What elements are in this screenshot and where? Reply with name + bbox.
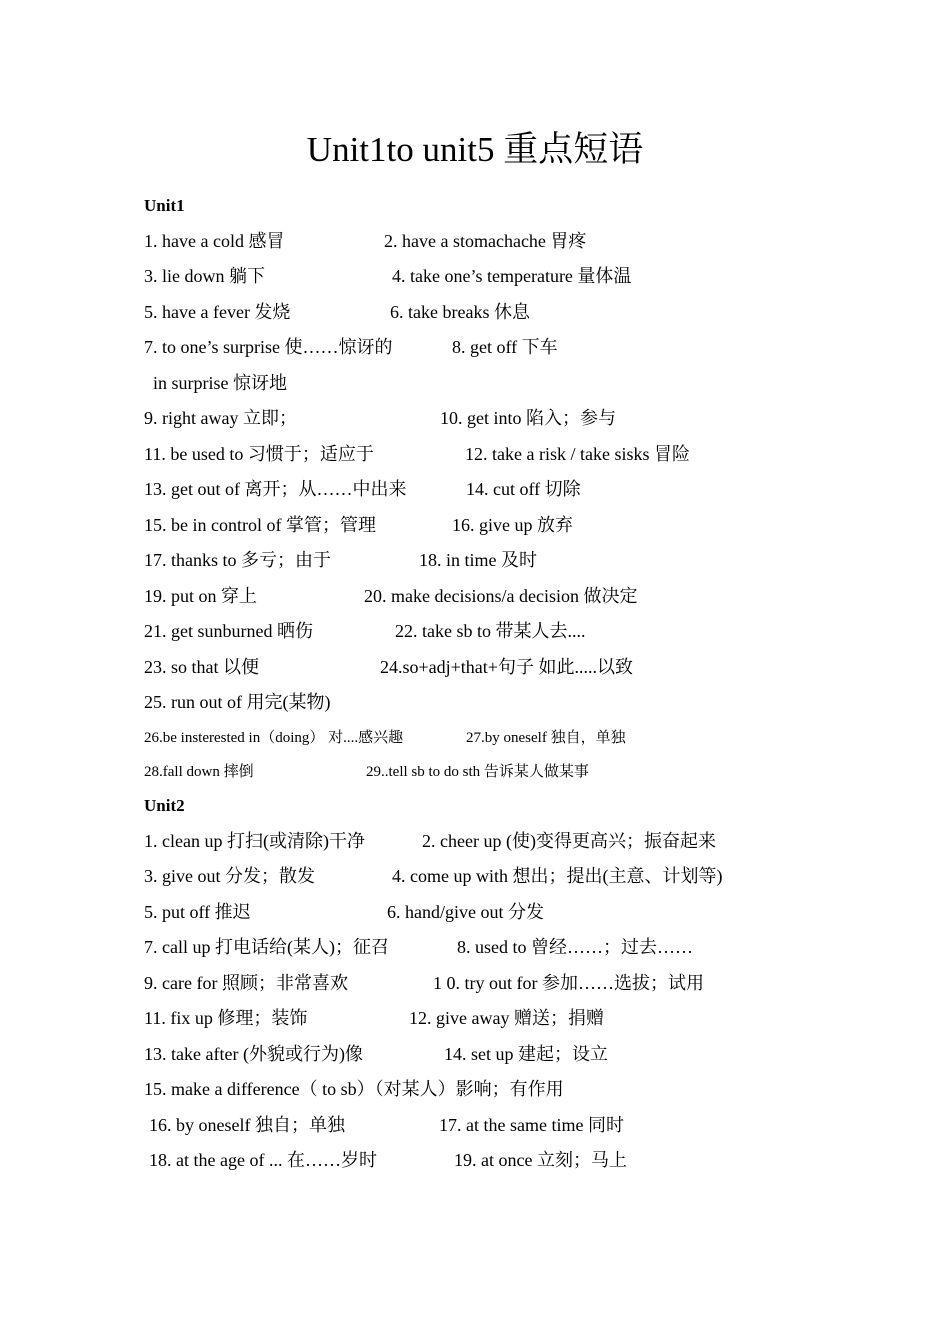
phrase: 18. at the age of ... 在……岁时	[149, 1150, 377, 1170]
phrase: 14. cut off 切除	[466, 479, 581, 499]
phrase: 13. take after (外貌或行为)像	[144, 1044, 363, 1064]
phrase: 6. hand/give out 分发	[387, 902, 544, 922]
unit2-row	[144, 970, 950, 996]
phrase: 10. get into 陷入；参与	[440, 408, 616, 428]
phrase: 4. take one’s temperature 量体温	[392, 266, 632, 286]
unit1-row	[144, 512, 950, 538]
unit1-row	[144, 759, 950, 785]
unit1-row	[144, 263, 950, 289]
phrase: 9. right away 立即；	[144, 408, 297, 428]
phrase: 26.be insterested in（doing） 对....感兴趣	[144, 730, 404, 746]
phrase: 28.fall down 摔倒	[144, 764, 254, 780]
phrase: 4. come up with 想出；提出(主意、计划等)	[392, 866, 723, 886]
unit2-row	[144, 934, 950, 960]
unit1-row	[144, 583, 950, 609]
unit2-row	[144, 1147, 950, 1173]
phrase: 16. give up 放弃	[452, 515, 573, 535]
phrase: in surprise 惊讶地	[153, 373, 287, 393]
unit1-row	[144, 654, 950, 680]
phrase: 20. make decisions/a decision 做决定	[364, 586, 638, 606]
unit1-heading: Unit1	[144, 196, 185, 215]
unit2-row	[144, 1076, 950, 1102]
phrase: 3. give out 分发；散发	[144, 866, 315, 886]
unit1-row	[144, 689, 950, 715]
unit2-row	[144, 1041, 950, 1067]
unit2-row	[144, 1005, 950, 1031]
unit2-row	[144, 828, 950, 854]
phrase: 6. take breaks 休息	[390, 302, 530, 322]
phrase: 1. have a cold 感冒	[144, 231, 285, 251]
unit1-row	[144, 370, 950, 396]
phrase: 2. have a stomachache 胃疼	[384, 231, 587, 251]
phrase: 12. give away 赠送；捐赠	[409, 1008, 604, 1028]
phrase: 11. be used to 习惯于；适应于	[144, 444, 374, 464]
page-title: Unit1to unit5 重点短语	[306, 130, 644, 169]
phrase: 7. to one’s surprise 使……惊讶的	[144, 337, 393, 357]
unit2-heading: Unit2	[144, 796, 185, 815]
phrase: 15. be in control of 掌管；管理	[144, 515, 376, 535]
phrase: 8. get off 下车	[452, 337, 558, 357]
phrase: 13. get out of 离开；从……中出来	[144, 479, 407, 499]
phrase: 19. put on 穿上	[144, 586, 258, 606]
unit2-row	[144, 1112, 950, 1138]
phrase: 2. cheer up (使)变得更高兴；振奋起来	[422, 831, 716, 851]
unit1-row	[144, 228, 950, 254]
unit1-row	[144, 476, 950, 502]
phrase: 14. set up 建起；设立	[444, 1044, 608, 1064]
unit1-row	[144, 334, 950, 360]
phrase: 21. get sunburned 晒伤	[144, 621, 313, 641]
phrase: 9. care for 照顾；非常喜欢	[144, 973, 348, 993]
phrase: 7. call up 打电话给(某人)；征召	[144, 937, 389, 957]
unit1-row	[144, 618, 950, 644]
phrase: 29..tell sb to do sth 告诉某人做某事	[366, 764, 589, 780]
phrase: 18. in time 及时	[419, 550, 537, 570]
unit1-row	[144, 299, 950, 325]
phrase: 17. thanks to 多亏；由于	[144, 550, 331, 570]
phrase: 23. so that 以便	[144, 657, 259, 677]
phrase: 15. make a difference（ to sb）（对某人）影响；有作用	[144, 1079, 564, 1099]
phrase: 1. clean up 打扫(或清除)干净	[144, 831, 365, 851]
phrase: 24.so+adj+that+句子 如此.....以致	[380, 657, 633, 677]
phrase: 3. lie down 躺下	[144, 266, 265, 286]
unit1-row	[144, 405, 950, 431]
phrase: 27.by oneself 独自，单独	[466, 730, 626, 746]
phrase: 8. used to 曾经……；过去……	[457, 937, 693, 957]
unit1-row	[144, 441, 950, 467]
phrase: 22. take sb to 带某人去....	[395, 621, 586, 641]
phrase: 5. put off 推迟	[144, 902, 251, 922]
unit2-row	[144, 899, 950, 925]
phrase: 16. by oneself 独自；单独	[149, 1115, 345, 1135]
unit1-row	[144, 547, 950, 573]
unit1-row	[144, 725, 950, 751]
phrase: 5. have a fever 发烧	[144, 302, 291, 322]
phrase: 19. at once 立刻；马上	[454, 1150, 627, 1170]
phrase: 17. at the same time 同时	[439, 1115, 624, 1135]
unit2-row	[144, 863, 950, 889]
phrase: 12. take a risk / take sisks 冒险	[465, 444, 690, 464]
phrase: 11. fix up 修理；装饰	[144, 1008, 308, 1028]
phrase: 25. run out of 用完(某物)	[144, 692, 331, 712]
phrase: 1 0. try out for 参加……选拔；试用	[433, 973, 704, 993]
